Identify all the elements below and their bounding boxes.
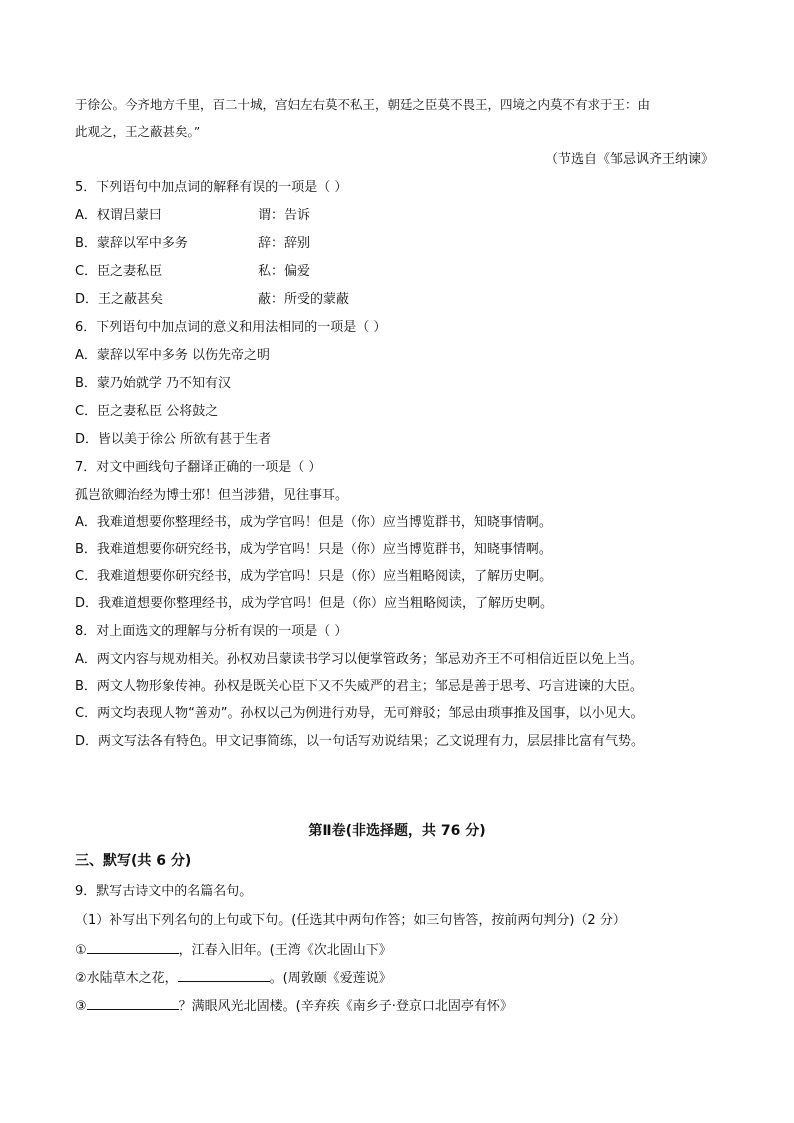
q8-option-b: B．两文人物形象传神。孙权是既关心臣下又不失威严的君主；邹忌是善于思考、巧言进谏的大臣。 <box>75 679 643 694</box>
q7-option-c: C．我难道想要你研究经书，成为学官吗！只是（你）应当粗略阅读，了解历史啊。 <box>75 569 553 584</box>
question-5-stem: 5．下列语句中加点词的解释有误的一项是（ ） <box>75 180 348 195</box>
q9-sub1-instruction: （1）补写出下列名句的上句或下句。(任选其中两句作答；如三句皆答，按前两句判分)（2 分） <box>75 913 626 928</box>
q8-option-a: A．两文内容与规劝相关。孙权劝吕蒙读书学习以便掌管政务；邹忌劝齐王不可相信近臣以免上当。 <box>75 652 643 667</box>
part-2-title: 第Ⅱ卷(非选择题，共 76 分) <box>308 823 486 839</box>
question-7-stem: 7．对文中画线句子翻译正确的一项是（ ） <box>75 460 322 475</box>
q7-option-a: A．我难道想要你整理经书，成为学官吗！但是（你）应当博览群书，知晓事情啊。 <box>75 515 552 530</box>
item-number: ③ <box>75 999 87 1014</box>
q5-option-d: D．王之蔽甚矣 <box>75 292 164 307</box>
item-text-after: ，江春入旧年。(王湾《次北固山下》 <box>178 943 392 958</box>
passage-line: 于徐公。今齐地方千里，百二十城，宫妇左右莫不私王，朝廷之臣莫不畏王，四境之内莫不有求于王：由 <box>75 97 651 112</box>
question-6-stem: 6．下列语句中加点词的意义和用法相同的一项是（ ） <box>75 320 387 335</box>
q6-option-d: D．皆以美于徐公 所欲有甚于生者 <box>75 432 272 447</box>
item-number: ① <box>75 943 87 958</box>
q7-option-b: B．我难道想要你研究经书，成为学官吗！只是（你）应当博览群书，知晓事情啊。 <box>75 542 552 557</box>
q6-option-b: B．蒙乃始就学 乃不知有汉 <box>75 376 232 391</box>
q5-option-c: C．臣之妻私臣 <box>75 264 163 279</box>
answer-blank[interactable] <box>87 940 179 954</box>
q5-option-d-gloss: 蔽：所受的蒙蔽 <box>258 292 350 307</box>
q6-option-a: A．蒙辞以军中多务 以伤先帝之明 <box>75 348 271 363</box>
q5-option-b-gloss: 辞：辞别 <box>258 236 311 251</box>
item-text-after: ？满眼风光北固楼。(辛弃疾《南乡子·登京口北固亭有怀》 <box>178 999 513 1014</box>
item-text-before: 水陆草木之花， <box>86 971 178 986</box>
q6-option-c: C．臣之妻私臣 公将鼓之 <box>75 404 219 419</box>
q9-item-2 <box>75 968 392 987</box>
q8-option-c: C．两文均表现人物“善劝”。孙权以己为例进行劝导，无可辩驳；邹忌由琐事推及国事，以小见大。 <box>75 706 644 721</box>
q9-item-1 <box>75 940 392 959</box>
q7-option-d: D．我难道想要你整理经书，成为学官吗！但是（你）应当粗略阅读，了解历史啊。 <box>75 596 554 611</box>
passage-line: 此观之，王之蔽甚矣。” <box>75 124 201 139</box>
q5-option-b: B．蒙辞以军中多务 <box>75 236 188 251</box>
q5-option-a-gloss: 谓：告诉 <box>258 208 311 223</box>
passage-source: （节选自《邹忌讽齐王纳谏》 <box>544 152 714 167</box>
q5-option-c-gloss: 私：偏爱 <box>258 264 311 279</box>
q7-quote: 孤岂欲卿治经为博士邪！但当涉猎，见往事耳。 <box>75 488 349 503</box>
q8-option-d: D．两文写法各有特色。甲文记事简练，以一句话写劝说结果；乙文说理有力，层层排比富有气势。 <box>75 734 645 749</box>
section-3-title: 三、默写(共 6 分) <box>75 853 192 869</box>
answer-blank[interactable] <box>87 996 179 1010</box>
q5-option-a: A．权谓吕蒙曰 <box>75 208 162 223</box>
question-9-stem: 9．默写古诗文中的名篇名句。 <box>75 884 253 899</box>
item-text-after: 。(周敦颐《爱莲说》 <box>269 971 392 986</box>
q9-item-3 <box>75 996 513 1015</box>
question-8-stem: 8．对上面选文的理解与分析有误的一项是（ ） <box>75 624 348 639</box>
item-number: ② <box>75 971 87 986</box>
answer-blank[interactable] <box>178 968 270 982</box>
